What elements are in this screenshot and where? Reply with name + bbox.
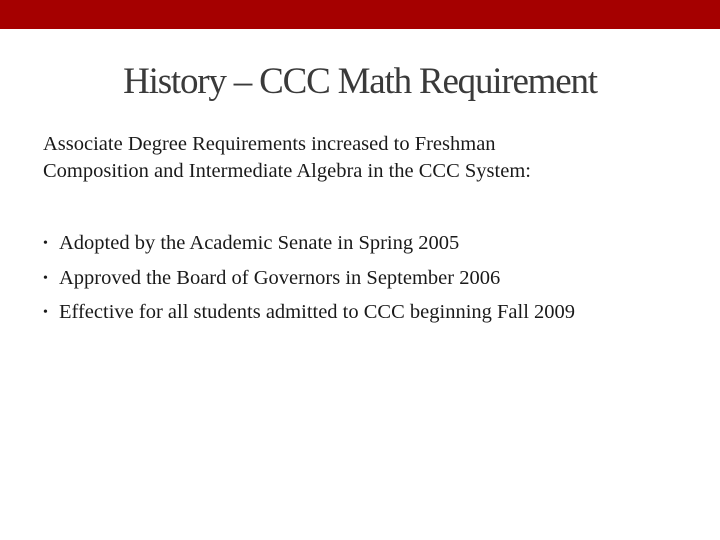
bullet-text: Approved the Board of Governors in September 2006 bbox=[59, 266, 501, 289]
bullet-text: Effective for all students admitted to CCC beginning Fall 2009 bbox=[59, 301, 576, 323]
intro-line-2: Composition and Intermediate Algebra in the CCC System: bbox=[43, 160, 531, 182]
bullet-marker: • bbox=[43, 270, 48, 286]
intro-paragraph bbox=[43, 131, 683, 185]
bullet-item bbox=[43, 264, 703, 299]
bullet-list bbox=[43, 229, 703, 333]
bullet-marker: • bbox=[43, 305, 48, 320]
top-accent-bar bbox=[0, 0, 720, 29]
bullet-item bbox=[43, 298, 703, 333]
bullet-item bbox=[43, 229, 703, 264]
bullet-text: Adopted by the Academic Senate in Spring 2005 bbox=[59, 232, 460, 254]
intro-line-1: Associate Degree Requirements increased to Freshman bbox=[43, 133, 496, 155]
slide-title: History – CCC Math Requirement bbox=[123, 61, 597, 102]
bullet-marker: • bbox=[43, 236, 48, 251]
